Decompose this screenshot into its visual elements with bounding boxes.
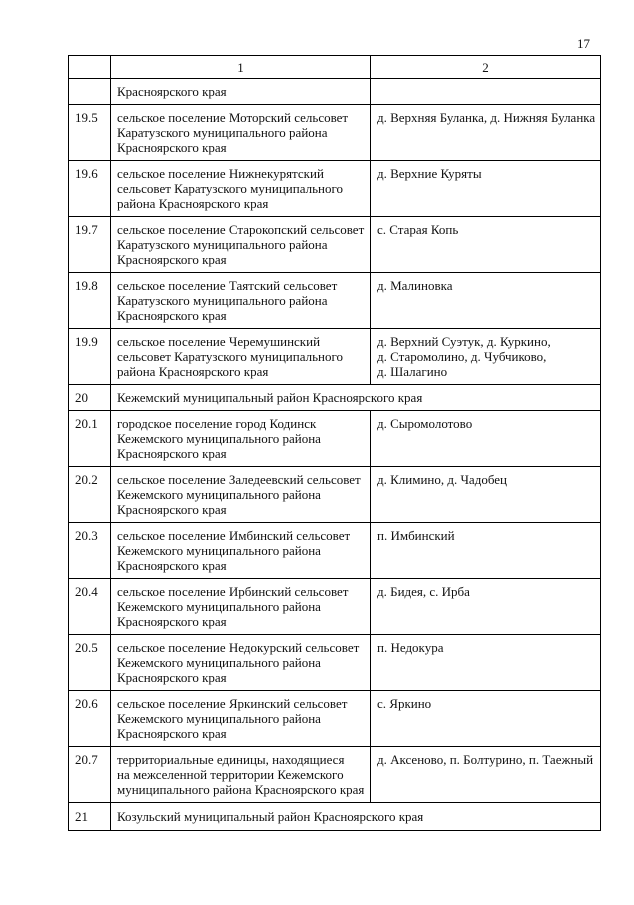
text-line: городское поселение город Кодинск xyxy=(117,416,317,431)
municipality-name xyxy=(111,79,371,105)
table-row xyxy=(69,273,601,329)
table-row xyxy=(69,329,601,385)
text-line: Кежемского муниципального района xyxy=(117,431,321,446)
row-number: 19.5 xyxy=(69,105,111,161)
row-number: 19.9 xyxy=(69,329,111,385)
table-header-row xyxy=(69,56,601,79)
table-row xyxy=(69,523,601,579)
text-line: сельское поселение Моторский сельсовет xyxy=(117,110,349,125)
row-number xyxy=(69,79,111,105)
row-number: 19.6 xyxy=(69,161,111,217)
text-line: Каратузского муниципального района xyxy=(117,125,328,140)
header-cell-number xyxy=(69,56,111,79)
table-row xyxy=(69,635,601,691)
text-line: сельское поселение Таятский сельсовет xyxy=(117,278,338,293)
text-line: Каратузского муниципального района xyxy=(117,237,328,252)
header-cell-1: 1 xyxy=(111,56,371,79)
municipality-name xyxy=(111,747,371,803)
text-line: Красноярского края xyxy=(117,670,227,685)
text-line: с. Старая Копь xyxy=(377,222,459,237)
table-row xyxy=(69,411,601,467)
row-number: 20.7 xyxy=(69,747,111,803)
settlements-list xyxy=(371,161,601,217)
text-line: Кежемского муниципального района xyxy=(117,711,321,726)
text-line: сельское поселение Ирбинский сельсовет xyxy=(117,584,349,599)
municipality-name xyxy=(111,217,371,273)
page-number: 17 xyxy=(577,36,590,51)
settlements-list xyxy=(371,411,601,467)
row-number: 20.5 xyxy=(69,635,111,691)
text-line: Кежемского муниципального района xyxy=(117,487,321,502)
table-row xyxy=(69,79,601,105)
district-row xyxy=(69,803,601,831)
settlements-list xyxy=(371,747,601,803)
municipality-name xyxy=(111,329,371,385)
text-line: Красноярского края xyxy=(117,252,227,267)
text-line: д. Бидея, с. Ирба xyxy=(377,584,470,599)
text-line: Красноярского края xyxy=(117,140,227,155)
district-row xyxy=(69,385,601,411)
municipality-name xyxy=(111,523,371,579)
table-row xyxy=(69,105,601,161)
text-line: Кежемского муниципального района xyxy=(117,599,321,614)
text-line: д. Климино, д. Чадобец xyxy=(377,472,507,487)
row-number: 20.4 xyxy=(69,579,111,635)
row-number: 20.6 xyxy=(69,691,111,747)
text-line: муниципального района Красноярского края xyxy=(117,782,365,797)
row-number: 21 xyxy=(69,803,111,831)
text-line: с. Яркино xyxy=(377,696,432,711)
text-line: сельское поселение Старокопский сельсовет xyxy=(117,222,365,237)
header-cell-2: 2 xyxy=(371,56,601,79)
table-row xyxy=(69,161,601,217)
municipality-name xyxy=(111,411,371,467)
row-number: 20.1 xyxy=(69,411,111,467)
row-number: 20.3 xyxy=(69,523,111,579)
settlements-list xyxy=(371,635,601,691)
text-line: сельское поселение Недокурский сельсовет xyxy=(117,640,360,655)
district-name: Кежемский муниципальный район Красноярского края xyxy=(111,385,601,411)
text-line: Кежемского муниципального района xyxy=(117,655,321,670)
municipality-name xyxy=(111,635,371,691)
settlements-list xyxy=(371,579,601,635)
municipality-name xyxy=(111,273,371,329)
text-line: п. Имбинский xyxy=(377,528,455,543)
settlements-list xyxy=(371,79,601,105)
settlements-list xyxy=(371,217,601,273)
row-number: 19.7 xyxy=(69,217,111,273)
settlements-list xyxy=(371,691,601,747)
row-number: 20.2 xyxy=(69,467,111,523)
text-line: д. Аксеново, п. Болтурино, п. Таежный xyxy=(377,752,594,767)
text-line: Красноярского края xyxy=(117,84,227,99)
table-row xyxy=(69,691,601,747)
text-line: д. Верхние Куряты xyxy=(377,166,482,181)
row-number: 20 xyxy=(69,385,111,411)
text-line: Красноярского края xyxy=(117,614,227,629)
text-line: на межселенной территории Кежемского xyxy=(117,767,344,782)
municipality-name xyxy=(111,691,371,747)
municipality-name xyxy=(111,467,371,523)
text-line: сельсовет Каратузского муниципального xyxy=(117,181,343,196)
text-line: д. Верхний Суэтук, д. Куркино, xyxy=(377,334,551,349)
settlements-list xyxy=(371,329,601,385)
text-line: территориальные единицы, находящиеся xyxy=(117,752,345,767)
table-row xyxy=(69,217,601,273)
table-row xyxy=(69,579,601,635)
text-line: сельское поселение Нижнекурятский xyxy=(117,166,324,181)
text-line: сельское поселение Яркинский сельсовет xyxy=(117,696,348,711)
text-line: Каратузского муниципального района xyxy=(117,293,328,308)
text-line: д. Шалагино xyxy=(377,364,448,379)
text-line: Красноярского края xyxy=(117,446,227,461)
settlements-table xyxy=(68,55,601,831)
text-line: сельсовет Каратузского муниципального xyxy=(117,349,343,364)
municipality-name xyxy=(111,579,371,635)
settlements-list xyxy=(371,273,601,329)
text-line: Кежемского муниципального района xyxy=(117,543,321,558)
settlements-list xyxy=(371,467,601,523)
text-line: района Красноярского края xyxy=(117,364,269,379)
text-line: д. Сыромолотово xyxy=(377,416,473,431)
text-line: Красноярского края xyxy=(117,726,227,741)
table-row xyxy=(69,747,601,803)
municipality-name xyxy=(111,161,371,217)
settlements-list xyxy=(371,523,601,579)
municipality-name xyxy=(111,105,371,161)
text-line: сельское поселение Черемушинский xyxy=(117,334,321,349)
text-line: д. Малиновка xyxy=(377,278,453,293)
text-line: Красноярского края xyxy=(117,308,227,323)
text-line: д. Верхняя Буланка, д. Нижняя Буланка xyxy=(377,110,596,125)
text-line: Красноярского края xyxy=(117,502,227,517)
settlements-list xyxy=(371,105,601,161)
text-line: д. Старомолино, д. Чубчиково, xyxy=(377,349,547,364)
text-line: сельское поселение Имбинский сельсовет xyxy=(117,528,351,543)
row-number: 19.8 xyxy=(69,273,111,329)
text-line: района Красноярского края xyxy=(117,196,269,211)
text-line: п. Недокура xyxy=(377,640,444,655)
table-row xyxy=(69,467,601,523)
district-name: Козульский муниципальный район Красноярского края xyxy=(111,803,601,831)
text-line: Красноярского края xyxy=(117,558,227,573)
text-line: сельское поселение Заледеевский сельсовет xyxy=(117,472,361,487)
